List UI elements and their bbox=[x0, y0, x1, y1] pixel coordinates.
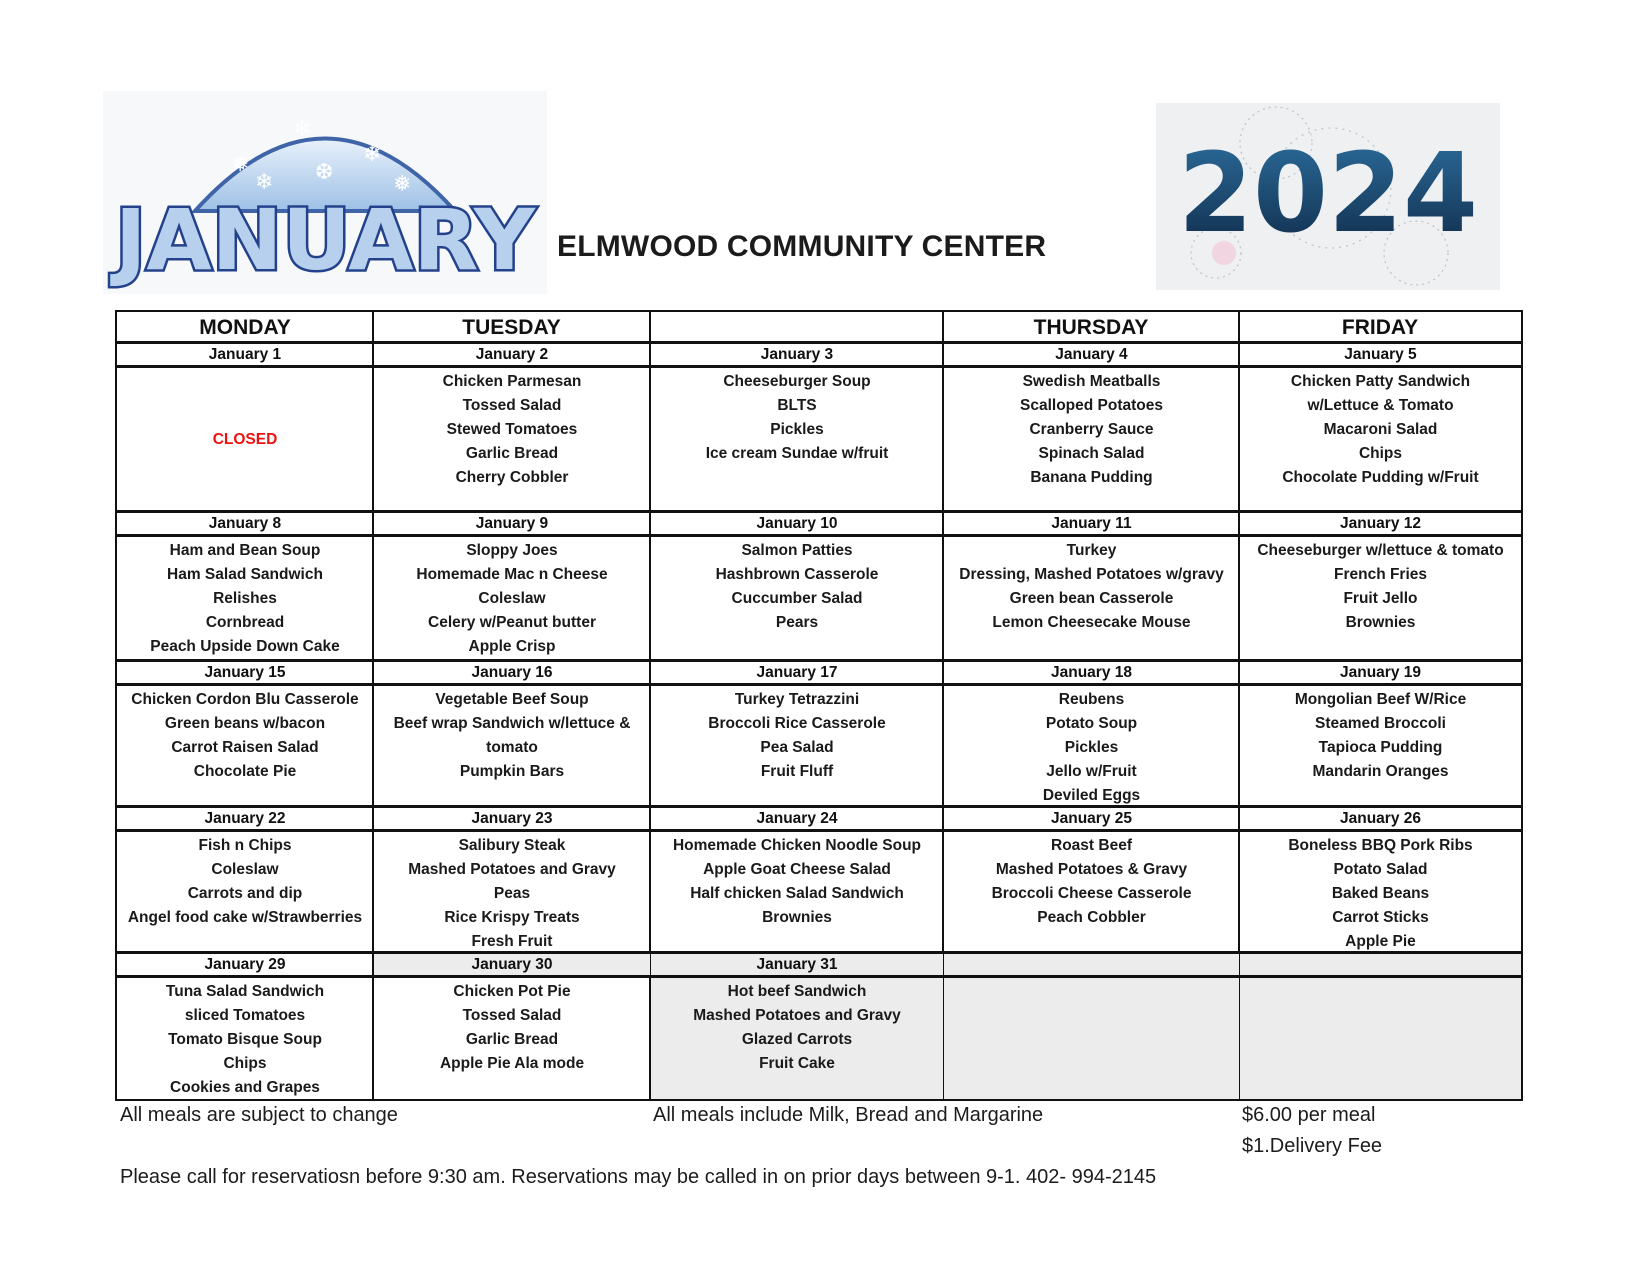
menu-cell bbox=[651, 832, 943, 953]
menu-cell bbox=[374, 832, 650, 953]
menu-item: Lemon Cheesecake Mouse bbox=[992, 614, 1191, 631]
menu-cell bbox=[944, 686, 1239, 807]
note-subject-to-change: All meals are subject to change bbox=[120, 1104, 398, 1126]
menu-item: Fish n Chips bbox=[198, 837, 292, 854]
menu-item: Hashbrown Casserole bbox=[715, 566, 879, 583]
svg-text:JANUARY: JANUARY bbox=[109, 191, 537, 289]
menu-item: Ice cream Sundae w/fruit bbox=[705, 445, 889, 462]
menu-item: Potato Soup bbox=[1045, 715, 1138, 732]
note-meals-include: All meals include Milk, Bread and Margarine bbox=[653, 1104, 1044, 1126]
date-label: January 15 bbox=[204, 663, 286, 681]
menu-calendar-grid bbox=[115, 310, 1523, 1101]
date-label bbox=[944, 954, 1239, 975]
menu-item: Turkey bbox=[1066, 542, 1117, 559]
day-header: MONDAY bbox=[199, 315, 291, 339]
menu-item: Turkey Tetrazzini bbox=[734, 691, 860, 708]
menu-cell bbox=[944, 978, 1239, 1099]
menu-item: Chocolate Pudding w/Fruit bbox=[1282, 469, 1479, 486]
date-label: January 23 bbox=[471, 809, 553, 827]
menu-cell bbox=[117, 978, 373, 1099]
menu-item: Brownies bbox=[762, 909, 832, 926]
menu-item: Ham and Bean Soup bbox=[169, 542, 321, 559]
menu-item: Cheeseburger w/lettuce & tomato bbox=[1257, 542, 1504, 559]
menu-item: Celery w/Peanut butter bbox=[428, 614, 596, 631]
menu-cell bbox=[117, 368, 373, 512]
menu-item: Coleslaw bbox=[478, 590, 546, 607]
menu-item: Garlic Bread bbox=[465, 1031, 559, 1048]
menu-item: Relishes bbox=[213, 590, 277, 607]
menu-item: Cuccumber Salad bbox=[731, 590, 863, 607]
date-label: January 9 bbox=[475, 514, 549, 532]
menu-item: Broccoli Cheese Casserole bbox=[991, 885, 1192, 902]
date-label: January 4 bbox=[1055, 345, 1128, 363]
menu-item: Mongolian Beef W/Rice bbox=[1294, 691, 1467, 708]
menu-item: Peach Upside Down Cake bbox=[150, 638, 340, 655]
menu-item: Apple Pie Ala mode bbox=[439, 1055, 585, 1072]
menu-item: Carrot Raisen Salad bbox=[171, 739, 319, 756]
menu-item: Apple Crisp bbox=[468, 638, 556, 655]
svg-text:❅: ❅ bbox=[231, 152, 250, 177]
menu-item: sliced Tomatoes bbox=[184, 1007, 306, 1024]
date-label: January 22 bbox=[204, 809, 286, 827]
menu-cell bbox=[944, 368, 1239, 512]
date-label: January 19 bbox=[1340, 663, 1421, 681]
menu-item: w/Lettuce & Tomato bbox=[1307, 397, 1454, 414]
menu-item: Deviled Eggs bbox=[1042, 787, 1141, 804]
closed-label: CLOSED bbox=[212, 431, 278, 448]
menu-item: Brownies bbox=[1345, 614, 1416, 631]
menu-item: Chicken Cordon Blu Casserole bbox=[131, 691, 359, 708]
menu-item: Chicken Patty Sandwich bbox=[1290, 373, 1471, 390]
year-2024-logo bbox=[1156, 103, 1500, 290]
date-label: January 12 bbox=[1340, 514, 1421, 532]
date-label: January 17 bbox=[756, 663, 838, 681]
date-label: January 16 bbox=[471, 663, 553, 681]
menu-cell bbox=[1240, 537, 1521, 661]
menu-cell bbox=[117, 537, 373, 661]
menu-item: tomato bbox=[486, 739, 538, 756]
menu-item: Cherry Cobbler bbox=[455, 469, 569, 486]
menu-item: Pickles bbox=[1064, 739, 1119, 756]
menu-item: Homemade Mac n Cheese bbox=[416, 566, 608, 583]
menu-item: Half chicken Salad Sandwich bbox=[690, 885, 904, 902]
menu-item: Pears bbox=[775, 614, 819, 631]
date-label: January 11 bbox=[1051, 514, 1132, 532]
menu-item: Hot beef Sandwich bbox=[727, 983, 867, 1000]
menu-item: BLTS bbox=[777, 397, 817, 414]
menu-cell bbox=[1240, 368, 1521, 512]
menu-cell bbox=[944, 537, 1239, 661]
menu-item: Tuna Salad Sandwich bbox=[165, 983, 325, 1000]
day-header: THURSDAY bbox=[1033, 315, 1149, 339]
menu-item: Dressing, Mashed Potatoes w/gravy bbox=[959, 566, 1224, 583]
menu-item: Garlic Bread bbox=[465, 445, 559, 462]
svg-text:❆: ❆ bbox=[315, 160, 334, 185]
menu-item: Tapioca Pudding bbox=[1318, 739, 1443, 756]
day-header: TUESDAY bbox=[462, 315, 561, 339]
menu-item: Angel food cake w/Strawberries bbox=[127, 909, 363, 926]
menu-item: French Fries bbox=[1333, 566, 1428, 583]
menu-item: Cheeseburger Soup bbox=[723, 373, 871, 390]
menu-item: Cornbread bbox=[205, 614, 285, 631]
menu-item: Coleslaw bbox=[211, 861, 279, 878]
menu-item: Rice Krispy Treats bbox=[444, 909, 580, 926]
menu-item: Tossed Salad bbox=[462, 1007, 562, 1024]
day-header bbox=[650, 312, 943, 343]
date-label: January 18 bbox=[1051, 663, 1132, 681]
menu-cell bbox=[117, 832, 373, 953]
menu-item: Fruit Fluff bbox=[760, 763, 834, 780]
menu-item: Spinach Salad bbox=[1038, 445, 1145, 462]
menu-item: Mashed Potatoes and Gravy bbox=[408, 861, 616, 878]
menu-item: Peach Cobbler bbox=[1037, 909, 1146, 926]
menu-cell bbox=[651, 537, 943, 661]
menu-item: Chips bbox=[223, 1055, 267, 1072]
menu-item: Chicken Pot Pie bbox=[453, 983, 571, 1000]
date-label: January 29 bbox=[204, 955, 286, 973]
menu-item: Tomato Bisque Soup bbox=[168, 1031, 322, 1048]
meal-price: $6.00 per meal bbox=[1242, 1104, 1376, 1126]
center-name: ELMWOOD COMMUNITY CENTER bbox=[557, 230, 1047, 263]
menu-item: Salibury Steak bbox=[458, 837, 566, 854]
menu-item: Mashed Potatoes & Gravy bbox=[995, 861, 1188, 878]
date-label: January 2 bbox=[475, 345, 549, 363]
menu-item: Beef wrap Sandwich w/lettuce & bbox=[393, 715, 631, 732]
svg-text:❄: ❄ bbox=[293, 117, 312, 142]
menu-item: Baked Beans bbox=[1331, 885, 1430, 902]
menu-item: Salmon Patties bbox=[741, 542, 853, 559]
menu-item: Fruit Cake bbox=[759, 1055, 835, 1072]
menu-item: Tossed Salad bbox=[462, 397, 562, 414]
date-label: January 8 bbox=[208, 514, 282, 532]
menu-item: Swedish Meatballs bbox=[1022, 373, 1161, 390]
svg-text:❄: ❄ bbox=[255, 170, 274, 195]
menu-cell bbox=[1240, 832, 1521, 953]
menu-item: Potato Salad bbox=[1333, 861, 1428, 878]
menu-cell bbox=[651, 978, 943, 1099]
menu-cell bbox=[651, 368, 943, 512]
menu-item: Green beans w/bacon bbox=[164, 715, 326, 732]
menu-item: Reubens bbox=[1058, 691, 1125, 708]
menu-item: Pea Salad bbox=[760, 739, 834, 756]
menu-item: Roast Beef bbox=[1051, 837, 1132, 854]
date-label: January 31 bbox=[651, 954, 943, 975]
menu-item: Banana Pudding bbox=[1030, 469, 1153, 486]
menu-item: Peas bbox=[493, 885, 531, 902]
menu-cell bbox=[1240, 978, 1521, 1099]
menu-item: Vegetable Beef Soup bbox=[435, 691, 589, 708]
delivery-fee: $1.Delivery Fee bbox=[1242, 1135, 1383, 1157]
date-label: January 1 bbox=[208, 345, 282, 363]
menu-item: Macaroni Salad bbox=[1323, 421, 1438, 438]
menu-item: Steamed Broccoli bbox=[1315, 715, 1446, 732]
date-label: January 24 bbox=[756, 809, 838, 827]
menu-item: Cookies and Grapes bbox=[170, 1079, 320, 1096]
menu-item: Jello w/Fruit bbox=[1046, 763, 1137, 780]
date-label: January 3 bbox=[760, 345, 834, 363]
menu-item: Fruit Jello bbox=[1343, 590, 1418, 607]
date-label: January 26 bbox=[1340, 809, 1421, 827]
menu-cell bbox=[944, 832, 1239, 953]
date-label: January 30 bbox=[374, 954, 650, 975]
date-label: January 5 bbox=[1344, 345, 1417, 363]
january-logo bbox=[103, 91, 547, 294]
menu-item: Cranberry Sauce bbox=[1029, 421, 1154, 438]
menu-item: Apple Pie bbox=[1345, 933, 1416, 950]
menu-item: Glazed Carrots bbox=[741, 1031, 853, 1048]
menu-item: Green bean Casserole bbox=[1009, 590, 1174, 607]
menu-item: Sloppy Joes bbox=[466, 542, 558, 559]
menu-item: Mashed Potatoes and Gravy bbox=[693, 1007, 901, 1024]
menu-cell bbox=[374, 978, 650, 1099]
menu-item: Pickles bbox=[770, 421, 824, 438]
menu-item: Chips bbox=[1358, 445, 1403, 462]
menu-item: Apple Goat Cheese Salad bbox=[703, 861, 891, 878]
menu-item: Carrot Sticks bbox=[1332, 909, 1429, 926]
svg-text:❅: ❅ bbox=[393, 172, 412, 197]
menu-item: Homemade Chicken Noodle Soup bbox=[672, 837, 922, 854]
menu-item: Broccoli Rice Casserole bbox=[708, 715, 886, 732]
menu-cell bbox=[374, 686, 650, 807]
svg-text:2024: 2024 bbox=[1178, 129, 1478, 257]
menu-item: Chocolate Pie bbox=[193, 763, 297, 780]
menu-cell bbox=[651, 686, 943, 807]
day-header: FRIDAY bbox=[1341, 315, 1419, 339]
menu-cell bbox=[374, 537, 650, 661]
menu-cell bbox=[117, 686, 373, 807]
date-label bbox=[1240, 954, 1521, 975]
menu-item: Fresh Fruit bbox=[471, 933, 553, 950]
menu-item: Chicken Parmesan bbox=[442, 373, 582, 390]
menu-item: Ham Salad Sandwich bbox=[167, 566, 323, 583]
menu-item: Pumpkin Bars bbox=[459, 763, 565, 780]
reservation-note: Please call for reservatiosn before 9:30 am. Reservations may be called in on prior days between 9-1. 402- 994-2145 bbox=[120, 1166, 1157, 1188]
menu-item: Scalloped Potatoes bbox=[1020, 397, 1163, 414]
date-label: January 10 bbox=[756, 514, 838, 532]
svg-text:❄: ❄ bbox=[363, 142, 382, 167]
menu-cell bbox=[1240, 686, 1521, 807]
menu-item: Boneless BBQ Pork Ribs bbox=[1288, 837, 1473, 854]
menu-item: Mandarin Oranges bbox=[1312, 763, 1449, 780]
menu-cell bbox=[374, 368, 650, 512]
menu-item: Stewed Tomatoes bbox=[446, 421, 578, 438]
menu-item: Carrots and dip bbox=[187, 885, 303, 902]
date-label: January 25 bbox=[1051, 809, 1132, 827]
